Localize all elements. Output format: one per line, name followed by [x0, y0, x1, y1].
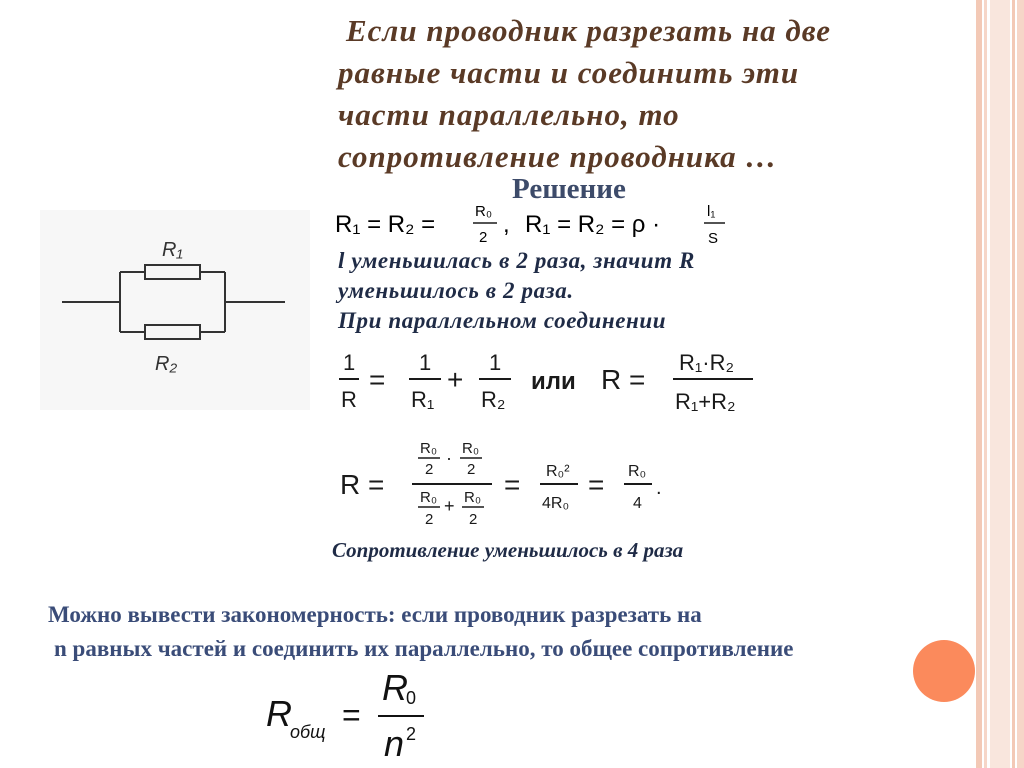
- formula-text: R₁ = R₂ =: [335, 211, 436, 238]
- dot-sign: ·: [446, 448, 452, 468]
- plus-sign: +: [444, 496, 455, 516]
- stripe: [990, 0, 1010, 768]
- fraction-numerator: R₀: [462, 440, 480, 457]
- fraction-denominator: n: [384, 723, 405, 764]
- fraction-denominator: 2: [467, 461, 476, 478]
- fraction-denominator: R₁: [411, 387, 435, 412]
- fraction-numerator: R₀: [628, 463, 647, 480]
- fraction-numerator: R₀: [420, 440, 438, 457]
- formula-lhs: R =: [340, 469, 385, 500]
- stripe: [1012, 0, 1015, 768]
- formula-result: [340, 436, 680, 532]
- equals-sign: =: [588, 469, 605, 500]
- title-line-1: Если проводник разрезать на две: [346, 13, 832, 48]
- formula-lhs: R =: [601, 364, 646, 395]
- title-line-2: равные части и соединить эти: [338, 55, 800, 90]
- formula-lhs: R: [266, 693, 292, 734]
- label-r1: R₁: [162, 239, 183, 261]
- label-r2: R₂: [155, 353, 178, 375]
- fraction-denominator: 4R₀: [542, 495, 570, 512]
- fraction-denominator: R₂: [481, 387, 506, 412]
- fraction-denominator: 2: [469, 511, 478, 528]
- pattern-line-1: Можно вывести закономерность: если проводник разрезать на: [48, 602, 702, 627]
- fraction-numerator: 1: [343, 350, 356, 375]
- separator: ,: [503, 211, 510, 238]
- fraction-denominator: R₁+R₂: [675, 389, 736, 414]
- result-text: Сопротивление уменьшилось в 4 раза: [332, 538, 684, 562]
- explanation-text: [338, 246, 898, 336]
- title-line-3: части параллельно, то: [338, 97, 680, 132]
- equals-sign: =: [504, 469, 521, 500]
- fraction-numerator: 1: [489, 350, 502, 375]
- explanation-line-1: l уменьшилась в 2 раза, значит R: [338, 248, 695, 273]
- superscript: 2: [406, 724, 417, 744]
- equals-sign: =: [369, 364, 386, 395]
- fraction-denominator: 2: [425, 511, 434, 528]
- fraction-numerator: l₁: [707, 203, 716, 220]
- fraction-numerator: R₀²: [546, 463, 570, 480]
- title-line-4: сопротивление проводника …: [338, 139, 778, 174]
- fraction-numerator: R₀: [475, 203, 493, 220]
- fraction-denominator: S: [708, 230, 719, 247]
- fraction-denominator: 2: [479, 229, 488, 246]
- fraction-numerator: R₀: [464, 489, 482, 506]
- formula-text: R₁ = R₂ = ρ ·: [525, 211, 661, 238]
- final-formula: [262, 664, 442, 764]
- subscript: общ: [290, 722, 326, 742]
- equals-sign: =: [342, 697, 361, 733]
- fraction-denominator: 2: [425, 461, 434, 478]
- solution-heading: Решение: [512, 173, 626, 205]
- period: .: [656, 477, 662, 499]
- stripe: [1017, 0, 1024, 768]
- fraction-numerator: R₁·R₂: [679, 350, 735, 375]
- pattern-line-2: n равных частей и соединить их параллельно, то общее сопротивление: [54, 636, 794, 661]
- fraction-numerator: R₀: [420, 489, 438, 506]
- plus-sign: +: [447, 364, 464, 395]
- parallel-circuit-diagram: [40, 210, 310, 410]
- pattern-text: [48, 598, 988, 666]
- explanation-line-2: уменьшилось в 2 раза.: [338, 278, 574, 303]
- or-word: или: [531, 368, 576, 395]
- fraction-denominator: R: [341, 387, 357, 412]
- slide-title: [338, 10, 978, 178]
- fraction-numerator: 1: [419, 350, 432, 375]
- fraction-denominator: 4: [633, 495, 642, 512]
- formula-r1-r2: [335, 198, 735, 250]
- fraction-numerator: R: [382, 667, 408, 708]
- explanation-line-3: При параллельном соединении: [338, 308, 667, 333]
- subscript: 0: [406, 688, 417, 708]
- formula-parallel: [335, 345, 765, 420]
